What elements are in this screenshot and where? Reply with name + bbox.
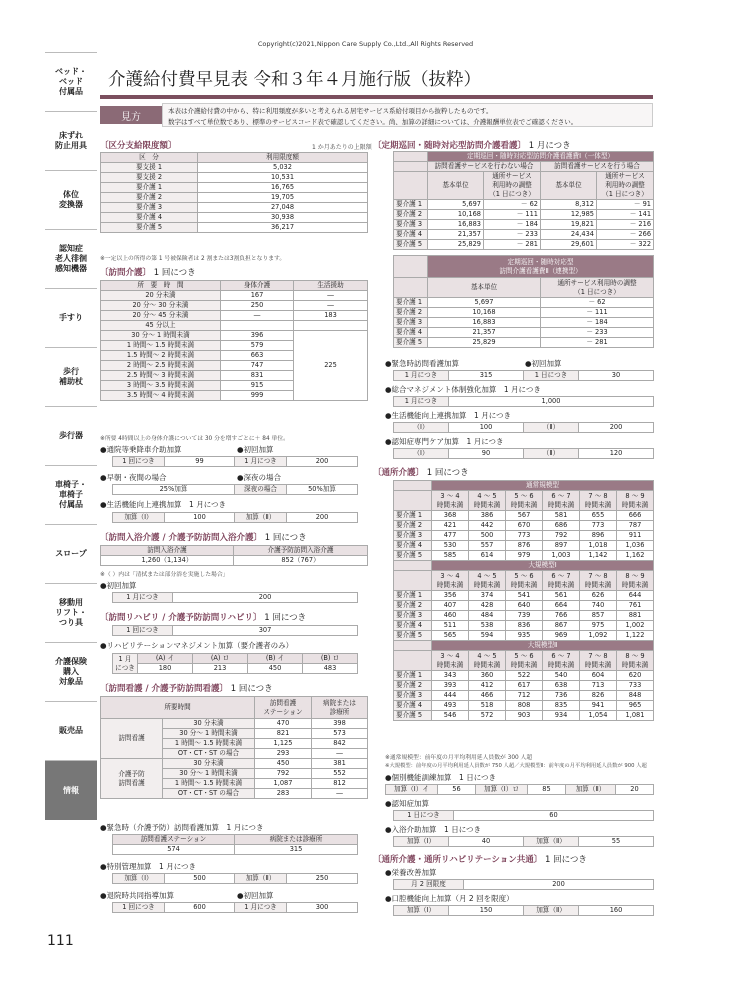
bath-heading: 〔訪問入浴介護 / 介護予防訪問入浴介護〕 1 回につき <box>100 533 307 543</box>
common-oral-table: 加算（Ⅰ） 150 加算（Ⅱ） 160 <box>393 905 654 916</box>
nurse-discharge-table: 1 回につき 600 1 月につき 300 <box>112 902 358 913</box>
periodic-em-table: 1 月につき 315 1 日につき 30 <box>393 370 654 381</box>
periodic-lf-table: （Ⅰ） 100 （Ⅱ） 200 <box>393 422 654 433</box>
sidebar-nav <box>45 52 97 820</box>
limit-heading: 〔区分支給限度額〕 <box>100 141 177 151</box>
bath-first-table: 1 月につき 200 <box>112 592 358 603</box>
bath-note: ※（ ）内は「清拭または部分浴を実施した場合」 <box>100 572 229 578</box>
nurse-heading: 〔訪問看護 / 介護予防訪問看護〕 1 回につき <box>100 684 273 694</box>
sidebar-item-cane[interactable]: 歩行 補助杖 <box>45 347 97 406</box>
nurse-emergency-table: 訪問看護ステーション 病院または診療所 574 315 <box>112 834 358 855</box>
common-nutrition-label: ●栄養改善加算 <box>385 868 437 877</box>
sidebar-item-bed[interactable]: ベッド・ ベッド 付属品 <box>45 52 97 111</box>
day-individual-label: ●個別機能訓練加算 1 日につき <box>385 773 497 782</box>
nurse-emergency-label: ●緊急時（介護予防）訪問看護加算 1 月につき <box>100 823 264 832</box>
sidebar-item-wheelchair[interactable]: 車椅子・ 車椅子 付属品 <box>45 465 97 524</box>
howto-line1: 本表は介護給付費の中から、特に利用頻度が多いと考えられる居宅サービス系給付項目から抜粋したものです。 <box>168 107 493 115</box>
sidebar-item-sales[interactable]: 販売品 <box>45 701 97 760</box>
sidebar-item-dementia-sensor[interactable]: 認知症 老人徘徊 感知機器 <box>45 229 97 288</box>
common-heading: 〔通所介護・通所リハビリテーション共通〕 1 回につき <box>373 855 587 865</box>
periodic-table-2: 定期巡回・随時対応型 訪問介護看護費Ⅱ（連携型） 基本単位 通所サービス利用時の調整 （1 日につき） 要介護 1 5,697 － 62 要介護 2 10,168 － 111 要介護 3 16,883 － 184 要介護 4 21,357 － 233 要介護 5 25,829 － 281 <box>393 255 654 348</box>
page-title: 介護給付費早見表 令和３年４月施行版（抜粋） <box>108 70 482 90</box>
periodic-lf-label: ●生活機能向上連携加算 1 月につき <box>385 411 512 420</box>
sidebar-item-positioning[interactable]: 体位 変換器 <box>45 170 97 229</box>
nurse-discharge-label: ●退院時共同指導加算 <box>100 891 175 900</box>
vc-midnight-label: ●深夜の場合 <box>237 473 282 482</box>
periodic-heading: 〔定期巡回・随時対応型訪問介護看護〕 1 月につき <box>373 141 571 151</box>
day-bath-label: ●入浴介助加算 1 日につき <box>385 825 482 834</box>
limit-table: 区 分 利用限度額 要支援 1 5,032 要支援 2 10,531 要介護 1 16,765 要介護 2 19,705 要介護 3 27,048 要介護 4 30,938 要介護 5 36,217 <box>100 152 368 233</box>
nurse-special-label: ●特別管理加算 1 月につき <box>100 862 197 871</box>
vc-transport-label: ●通院等乗降車介助加算 <box>100 445 182 454</box>
day-dementia-table: 1 日につき 60 <box>393 810 654 821</box>
visit-care-table: 所 要 時 間 身体介護 生活援助 20 分未満 167 ― 20 分～ 30 分未満 250 ― 20 分～ 45 分未満 ― 183 45 分以上 30 分～ 1 時間未満 396 225 1 時間～ 1.5 時間未満 579 1.5 時間～ 2 時間未満 663 2 時間～ 2.5 時間未満 747 2.5 時間～ 3 時間未満 831 3 時間～ 3.5 時間未満 915 3.5 時間～ 4 時間未満 999 <box>100 280 368 401</box>
periodic-cm-label: ●総合マネジメント体制強化加算 1 月につき <box>385 385 541 394</box>
visit-care-note: ※所要 4時間以上の身体介護については 30 分を増すごとに＋ 84 単位。 <box>100 436 289 442</box>
vc-add-table-3: 加算（Ⅰ） 100 加算（Ⅱ） 200 <box>112 512 358 523</box>
vc-add-table-2: 25%加算 深夜の場合 50%加算 <box>112 484 358 495</box>
howto-line2: 数字はすべて単位数であり、標準のサービスコード表で確認してください。尚、加算の詳細については、介護報酬単位表でご確認ください。 <box>168 118 578 126</box>
nurse-table: 所要時間 訪問看護 ステーション 病院または 診療所 訪問看護 30 分未満 470 398 30 分～ 1 時間未満 821 573 1 時間～ 1.5 時間未満 1,125 842 OT・CT・ST の場合 293 ― 介護予防 訪問看護 30 分未満 450 381 30 分～ 1 時間未満 792 552 1 時間～ 1.5 時間未満 1,087 812 OT・CT・ST の場合 283 ― <box>100 696 368 799</box>
rehab-heading: 〔訪問リハビリ / 介護予防訪問リハビリ〕 1 回につき <box>100 613 307 623</box>
day-table: 通常規模型 3 ～ 4 時間未満 4 ～ 5 時間未満 5 ～ 6 時間未満 6 ～ 7 時間未満 7 ～ 8 時間未満 8 ～ 9 時間未満 要介護 1 368 386 567 581 655 666 要介護 2 421 442 670 686 773 787 要介護 3 477 500 773 792 896 911 要介護 4 530 557 876 897 1,018 1,036 要介護 5 585 614 979 1,003 1,142 1,162 大規模型Ⅰ 3 ～ 4 時間未満 4 ～ 5 時間未満 5 ～ 6 時間未満 6 ～ 7 時間未満 7 ～ 8 時間未満 8 ～ 9 時間未満 要介護 1 356 374 541 561 626 644 要介護 2 407 428 640 664 740 761 要介護 3 460 484 739 766 857 881 要介護 4 511 538 836 867 975 1,002 要介護 5 565 594 935 969 1,092 1,122 大規模型Ⅱ 3 ～ 4 時間未満 4 ～ 5 時間未満 5 ～ 6 時間未満 6 ～ 7 時間未満 7 ～ 8 時間未満 8 ～ 9 時間未満 要介護 1 343 360 522 540 604 620 要介護 2 393 412 617 638 713 733 要介護 3 444 466 712 736 826 848 要介護 4 493 518 808 835 941 965 要介護 5 546 572 903 934 1,054 1,081 <box>393 480 654 721</box>
periodic-cm-table: 1 月につき 1,000 <box>393 396 654 407</box>
periodic-emergency-label: ●緊急時訪問看護加算 <box>385 359 460 368</box>
sidebar-item-purchase[interactable]: 介護保険 購入 対象品 <box>45 642 97 701</box>
periodic-dm-label: ●認知症専門ケア加算 1 月につき <box>385 437 504 446</box>
vc-function-label: ●生活機能向上連携加算 1 月につき <box>100 500 227 509</box>
periodic-first-label: ●初回加算 <box>525 359 562 368</box>
vc-add-table-1: 1 回につき 99 1 月につき 200 <box>112 456 358 467</box>
common-nutrition-table: 月 2 回限度 200 <box>393 879 654 890</box>
howto-box <box>162 103 653 127</box>
day-heading: 〔通所介護〕 1 回につき <box>373 468 469 478</box>
bath-table: 訪問入浴介護 介護予防訪問入浴介護 1,260（1,134） 852（767） <box>100 545 368 566</box>
limit-unit-note: 1 か月あたりの上限額 <box>312 144 372 151</box>
periodic-dm-table: （Ⅰ） 90 （Ⅱ） 120 <box>393 448 654 459</box>
visit-care-heading: 〔訪問介護〕 1 回につき <box>100 268 196 278</box>
nurse-first-label: ●初回加算 <box>237 891 274 900</box>
rehab-mgmt-table: 1 月 につき (A) イ (A) ロ (B) イ (B) ロ 180 213 450 483 <box>112 653 358 674</box>
limit-note: ※一定以上の所得の第 1 号被保険者は 2 割または3割負担となります。 <box>100 256 286 262</box>
vc-first-label: ●初回加算 <box>237 445 274 454</box>
day-individual-table: 加算（Ⅰ）イ 56 加算（Ⅰ）ロ 85 加算（Ⅱ） 20 <box>385 784 654 795</box>
sidebar-item-walker[interactable]: 歩行器 <box>45 406 97 465</box>
periodic-table-1: 定期巡回・随時対応型訪問介護看護費Ⅰ（一体型） 訪問看護サービスを行わない場合 訪問看護サービスを行う場合 基本単位 通所サービス 利用時の調整 （1 日につき） 基本単位 通所サービス 利用時の調整 （1 日につき） 要介護 1 5,697 － 62 8,312 － 91 要介護 2 10,168 － 111 12,985 － 141 要介護 3 16,883 － 184 19,821 － 216 要介護 4 21,357 － 233 24,434 － 266 要介護 5 25,829 － 281 29,601 － 322 <box>393 151 654 250</box>
sidebar-item-lift[interactable]: 移動用 リフト・ つり具 <box>45 583 97 642</box>
howto-label: 見方 <box>100 106 162 124</box>
common-oral-label: ●口腔機能向上加算（月 2 回を限度） <box>385 894 514 903</box>
page-number: 111 <box>47 933 74 949</box>
day-dementia-label: ●認知症加算 <box>385 799 430 808</box>
sidebar-item-slope[interactable]: スロープ <box>45 524 97 583</box>
sidebar-item-pressure-ulcer[interactable]: 床ずれ 防止用具 <box>45 111 97 170</box>
day-bath-table: 加算（Ⅰ） 40 加算（Ⅱ） 55 <box>393 836 654 847</box>
rehab-table: 1 回につき 307 <box>112 625 358 636</box>
day-note-1: ※通常規模型：前年度の月平均利用延人員数が 300 人超 <box>385 755 533 761</box>
vc-early-label: ●早朝・夜間の場合 <box>100 473 167 482</box>
title-rule <box>100 95 653 99</box>
sidebar-item-handrail[interactable]: 手すり <box>45 288 97 347</box>
sidebar-item-info[interactable]: 情報 <box>45 760 97 820</box>
rehab-mgmt-label: ●リハビリテーションマネジメント加算（要介護者のみ） <box>100 641 294 650</box>
copyright-notice: Copyright(c)2021,Nippon Care Supply Co.,Ltd.,All Rights Reserved <box>257 40 474 48</box>
bath-first-label: ●初回加算 <box>100 581 137 590</box>
nurse-special-table: 加算（Ⅰ） 500 加算（Ⅱ） 250 <box>112 873 358 884</box>
day-note-2: ※大規模型：前年度の月平均利用延人員数が 750 人超／大規模型Ⅱ：前年度の月平均利用延人員数が 900 人超 <box>385 763 647 769</box>
